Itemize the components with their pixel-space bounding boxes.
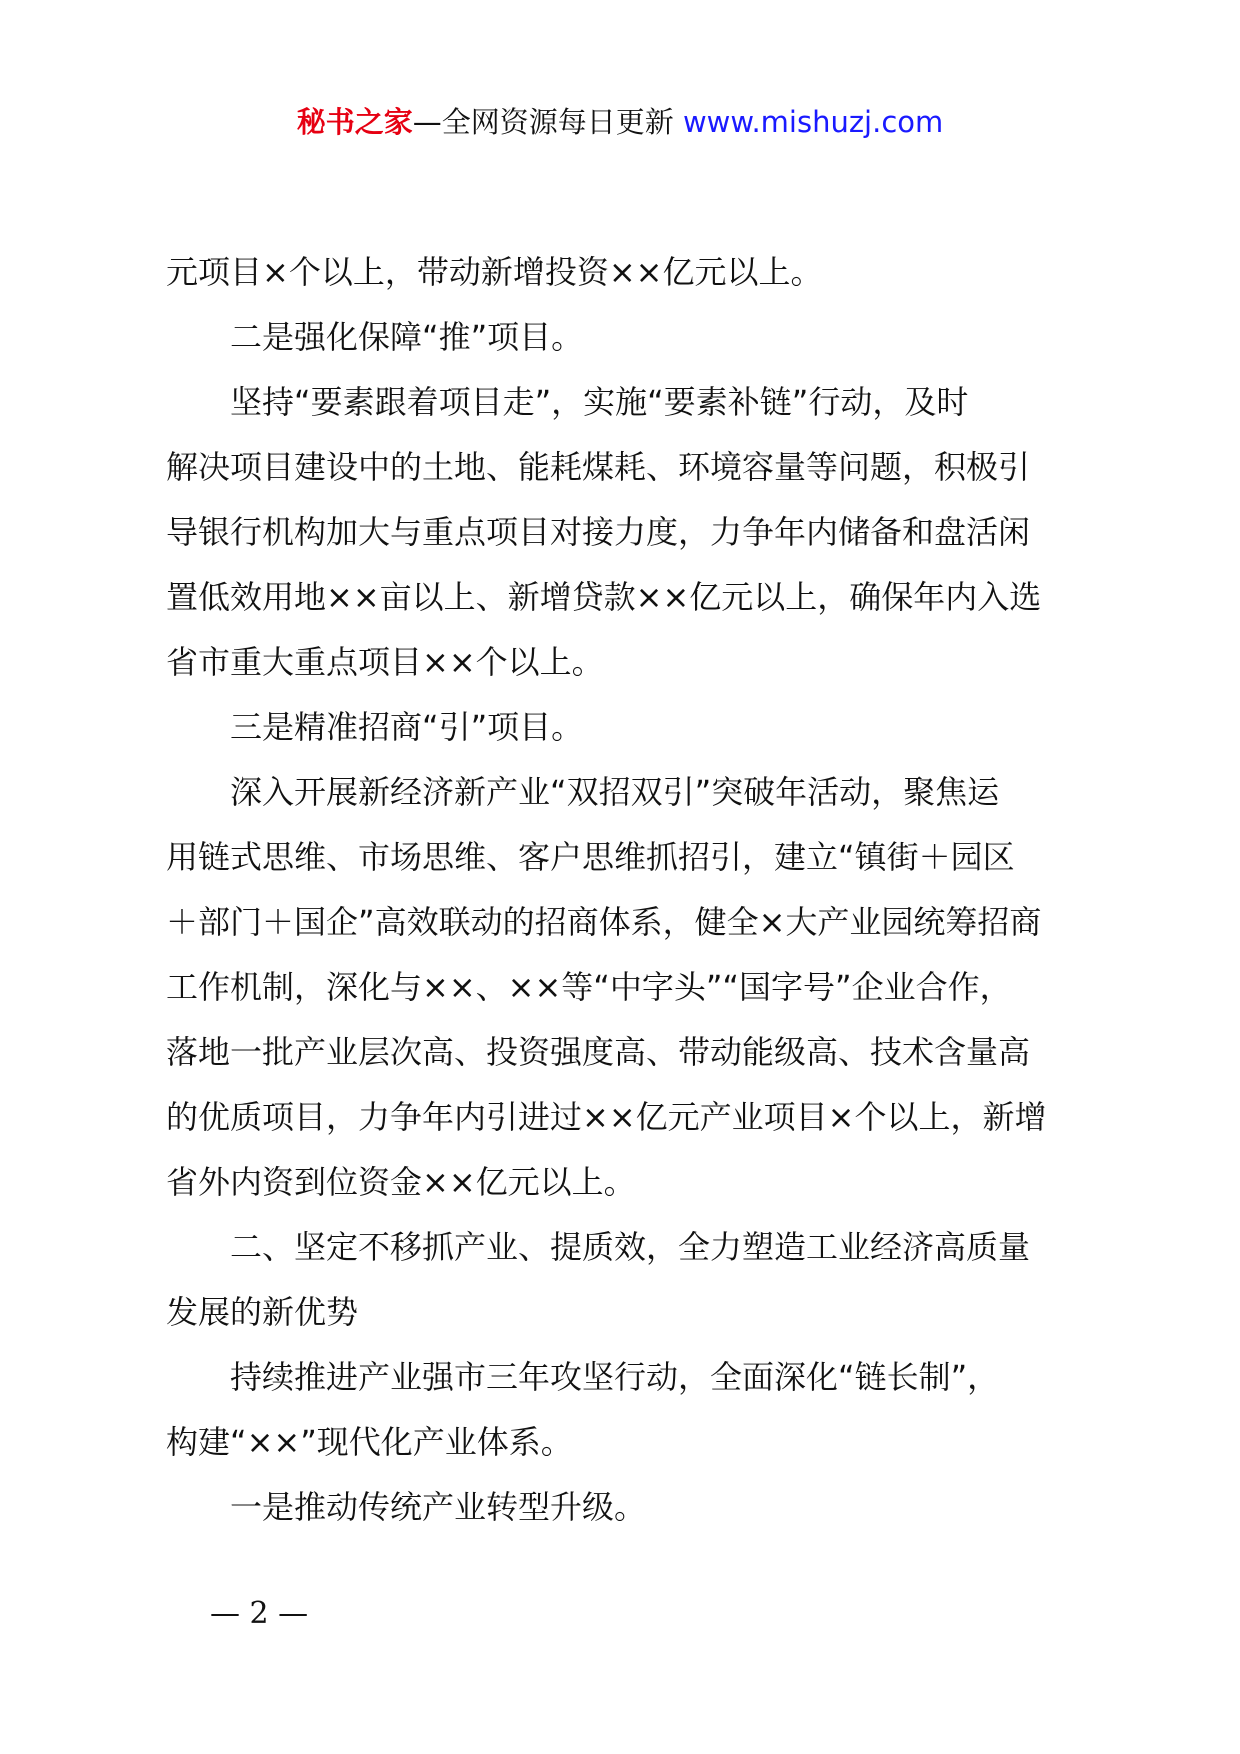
- body-line: 构建“××”现代化产业体系。: [166, 1423, 573, 1461]
- subheading-line: 三是精准招商“引”项目。: [230, 708, 584, 746]
- section-heading-line: 二、坚定不移抓产业、提质效，全力塑造工业经济高质量: [230, 1228, 1031, 1266]
- document-body: [166, 240, 1096, 1540]
- page-number: — 2 —: [210, 1596, 309, 1631]
- body-line: 置低效用地××亩以上、新增贷款××亿元以上，确保年内入选: [166, 578, 1042, 616]
- body-line: 深入开展新经济新产业“双招双引”突破年活动，聚焦运: [230, 773, 1000, 811]
- body-line: 坚持“要素跟着项目走”，实施“要素补链”行动，及时: [230, 383, 969, 421]
- body-line: 导银行机构加大与重点项目对接力度，力争年内储备和盘活闲: [166, 513, 1031, 551]
- subheading-line: 二是强化保障“推”项目。: [230, 318, 584, 356]
- header-tagline: —全网资源每日更新: [412, 105, 683, 139]
- body-line: 省市重大重点项目××个以上。: [166, 643, 604, 681]
- body-line: ＋部门＋国企”高效联动的招商体系，健全×大产业园统筹招商: [166, 903, 1042, 941]
- subheading-line: 一是推动传统产业转型升级。: [230, 1488, 647, 1526]
- body-line: 用链式思维、市场思维、客户思维抓招引，建立“镇街＋园区: [166, 838, 1015, 876]
- website-link[interactable]: www.mishuzj.com: [682, 105, 944, 139]
- body-line: 的优质项目，力争年内引进过××亿元产业项目×个以上，新增: [166, 1098, 1047, 1136]
- body-line: 元项目×个以上，带动新增投资××亿元以上。: [166, 253, 823, 291]
- body-line: 落地一批产业层次高、投资强度高、带动能级高、技术含量高: [166, 1033, 1031, 1071]
- body-line: 省外内资到位资金××亿元以上。: [166, 1163, 636, 1201]
- section-heading-line: 发展的新优势: [166, 1293, 359, 1331]
- body-line: 工作机制，深化与××、××等“中字头”“国字号”企业合作，: [166, 968, 1012, 1006]
- body-line: 持续推进产业强市三年攻坚行动，全面深化“链长制”，: [230, 1358, 1000, 1396]
- page-header: [0, 100, 1240, 144]
- body-line: 解决项目建设中的土地、能耗煤耗、环境容量等问题，积极引: [166, 448, 1031, 486]
- brand-name: 秘书之家: [296, 105, 413, 139]
